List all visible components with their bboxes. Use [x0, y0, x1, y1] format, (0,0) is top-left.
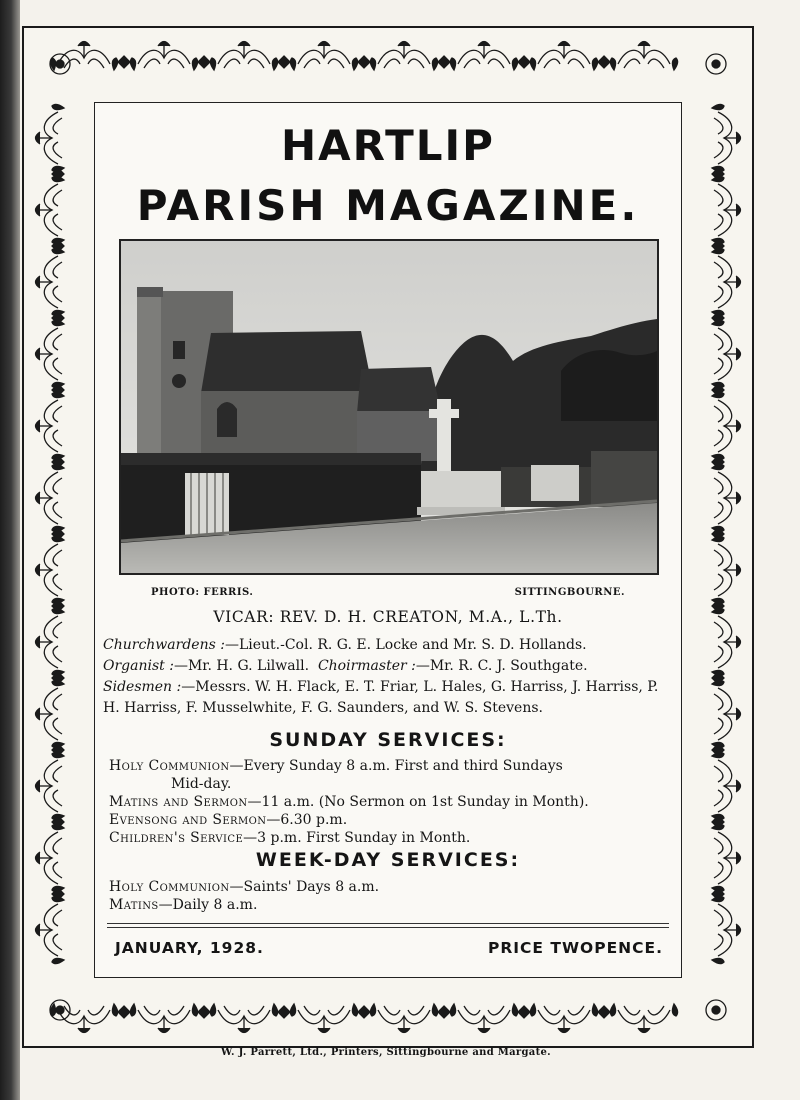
- officer-names: —Mr. H. G. Lilwall.: [173, 658, 310, 674]
- officer-role: Sidesmen :: [103, 679, 182, 695]
- floral-motif: [210, 42, 277, 71]
- organist-line: [103, 656, 677, 677]
- weekday-services-list: [109, 878, 669, 914]
- floral-motif: [36, 248, 65, 315]
- service-name: Holy Communion: [109, 879, 230, 895]
- floral-motif: [530, 1004, 597, 1033]
- divider: [107, 927, 669, 928]
- magazine-cover: [22, 26, 754, 1048]
- service-name: Holy Communion: [109, 758, 230, 774]
- floral-motif: [712, 608, 741, 675]
- officer-names: —Mr. R. C. J. Southgate.: [415, 658, 588, 674]
- church-photo-image: [121, 241, 657, 573]
- masthead-line-2: PARISH MAGAZINE.: [136, 181, 640, 230]
- service-name: Matins and Sermon: [109, 794, 248, 810]
- masthead-line-1: HARTLIP: [281, 121, 495, 170]
- floral-motif: [36, 536, 65, 603]
- service-name: Children's Service: [109, 830, 244, 846]
- floral-motif: [712, 680, 741, 747]
- floral-motif: [712, 752, 741, 819]
- floral-motif: [36, 608, 65, 675]
- service-name: Matins: [109, 897, 159, 913]
- parish-officers: [103, 635, 677, 719]
- sunday-services-list: [109, 757, 669, 847]
- sunday-services-heading: SUNDAY SERVICES:: [269, 729, 507, 751]
- floral-motif: [290, 1004, 357, 1033]
- floral-motif: [370, 1004, 437, 1033]
- floral-motif: [712, 896, 741, 963]
- service-item: [109, 811, 669, 829]
- floral-motif: [712, 104, 741, 171]
- service-item: [109, 757, 669, 775]
- service-continuation: Mid-day.: [171, 776, 232, 792]
- officer-names: —Messrs. W. H. Flack, E. T. Friar, L. Hales, G. Harriss, J. Harriss, P. H. Harriss, F. Musselwhite, F. G. Saunders, and W. S. Stevens.: [103, 679, 659, 716]
- issue-price: PRICE TWOPENCE.: [487, 939, 663, 957]
- cover-panel: [94, 102, 682, 978]
- floral-motif: [712, 248, 741, 315]
- floral-motif: [36, 824, 65, 891]
- divider: [107, 923, 669, 924]
- service-detail: —6.30 p.m.: [266, 812, 348, 828]
- floral-motif: [130, 42, 197, 71]
- floral-motif: [712, 392, 741, 459]
- floral-motif: [450, 42, 517, 71]
- floral-motif: [36, 680, 65, 747]
- floral-motif: [36, 392, 65, 459]
- service-detail: —Daily 8 a.m.: [158, 897, 258, 913]
- binding-shadow: [0, 0, 20, 1100]
- vicar-line: VICAR: REV. D. H. CREATON, M.A., L.Th.: [213, 608, 563, 626]
- churchwardens-line: [103, 635, 677, 656]
- officer-role: Organist :: [103, 658, 174, 674]
- floral-motif: [130, 1004, 197, 1033]
- floral-motif: [712, 464, 741, 531]
- floral-motif: [36, 104, 65, 171]
- floral-motif: [610, 1004, 677, 1033]
- floral-motif: [36, 464, 65, 531]
- floral-motif: [450, 1004, 517, 1033]
- weekday-services-heading: WEEK-DAY SERVICES:: [255, 849, 521, 871]
- floral-motif: [210, 1004, 277, 1033]
- floral-motif: [36, 320, 65, 387]
- floral-motif: [36, 176, 65, 243]
- floral-motif: [610, 42, 677, 71]
- photo-location: SITTINGBOURNE.: [514, 587, 625, 598]
- floral-motif: [712, 320, 741, 387]
- service-detail: —Every Sunday 8 a.m. First and third Sundays: [229, 758, 563, 774]
- officer-names: —Lieut.-Col. R. G. E. Locke and Mr. S. D. Hollands.: [224, 637, 587, 653]
- floral-motif: [530, 42, 597, 71]
- church-photo: [119, 239, 659, 575]
- floral-motif: [370, 42, 437, 71]
- service-name: Evensong and Sermon: [109, 812, 267, 828]
- issue-date: JANUARY, 1928.: [115, 939, 264, 957]
- service-item: [109, 878, 669, 896]
- floral-motif: [36, 752, 65, 819]
- sidesmen-line: [103, 677, 677, 719]
- service-item: [109, 896, 669, 914]
- floral-motif: [36, 896, 65, 963]
- floral-motif: [712, 536, 741, 603]
- service-item: [109, 829, 669, 847]
- floral-motif: [290, 42, 357, 71]
- service-item: [109, 793, 669, 811]
- printer-imprint: W. J. Parrett, Ltd., Printers, Sittingbourne and Margate.: [221, 1047, 551, 1058]
- service-detail: —3 p.m. First Sunday in Month.: [243, 830, 471, 846]
- service-detail: —Saints' Days 8 a.m.: [229, 879, 380, 895]
- floral-motif: [712, 176, 741, 243]
- floral-motif: [712, 824, 741, 891]
- officer-role: Choirmaster :: [317, 658, 416, 674]
- service-detail: —11 a.m. (No Sermon on 1st Sunday in Month).: [247, 794, 589, 810]
- photo-credit: PHOTO: FERRIS.: [151, 587, 254, 598]
- officer-role: Churchwardens :: [103, 637, 225, 653]
